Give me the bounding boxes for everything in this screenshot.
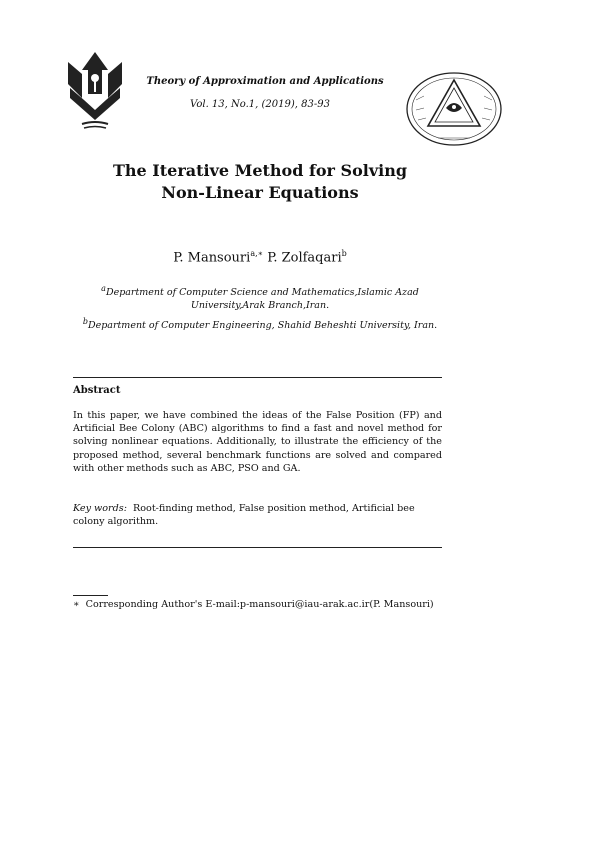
affiliation-b-mark: b	[82, 317, 88, 326]
author-1: P. Mansouri	[173, 250, 251, 266]
journal-seal-logo	[404, 70, 504, 148]
journal-volume: Vol. 13, No.1, (2019), 83-93	[190, 99, 330, 110]
footnote	[73, 599, 434, 610]
abstract-heading: Abstract	[73, 385, 121, 396]
abstract-text: In this paper, we have combined the ideas of the False Position (FP) and Artificial Bee Colony (ABC) algorithms to find a fast and novel method for solving nonlinear equations. Additionally, to illustrate the efficiency of the proposed method, several benchmark functions are solved and compared with other methods such as ABC, PSO and GA.	[73, 410, 442, 474]
abstract-top-rule	[73, 377, 442, 378]
paper-title	[80, 160, 440, 204]
journal-name: Theory of Approximation and Applications	[146, 76, 384, 87]
author-1-mark: a,∗	[250, 249, 264, 258]
author-list	[80, 249, 440, 265]
affiliation-a-line-1: Department of Computer Science and Mathematics,Islamic Azad	[105, 287, 419, 299]
author-2-mark: b	[341, 249, 347, 258]
footnote-rule	[73, 595, 108, 596]
affiliation-a-line-2: University,Arak Branch,Iran.	[190, 300, 330, 312]
footnote-mark: ∗	[73, 599, 80, 610]
abstract-bottom-rule	[73, 547, 442, 548]
title-line-2: Non-Linear Equations	[161, 183, 359, 202]
footnote-text: Corresponding Author's E-mail:p-mansouri@iau-arak.ac.ir(P. Mansouri)	[85, 599, 434, 610]
keywords-text: Root-finding method, False position method, Artificial bee colony algorithm.	[73, 503, 415, 528]
university-logo	[64, 48, 126, 130]
affiliation-b	[60, 315, 460, 332]
affiliation-a	[80, 282, 440, 312]
affiliation-b-line: Department of Computer Engineering, Shahid Beheshti University, Iran.	[87, 320, 438, 332]
author-2: P. Zolfaqari	[267, 250, 342, 266]
keywords	[73, 502, 442, 528]
affiliation-a-mark: a	[101, 284, 106, 293]
keywords-label: Key words:	[73, 503, 127, 514]
title-line-1: The Iterative Method for Solving	[112, 161, 408, 180]
